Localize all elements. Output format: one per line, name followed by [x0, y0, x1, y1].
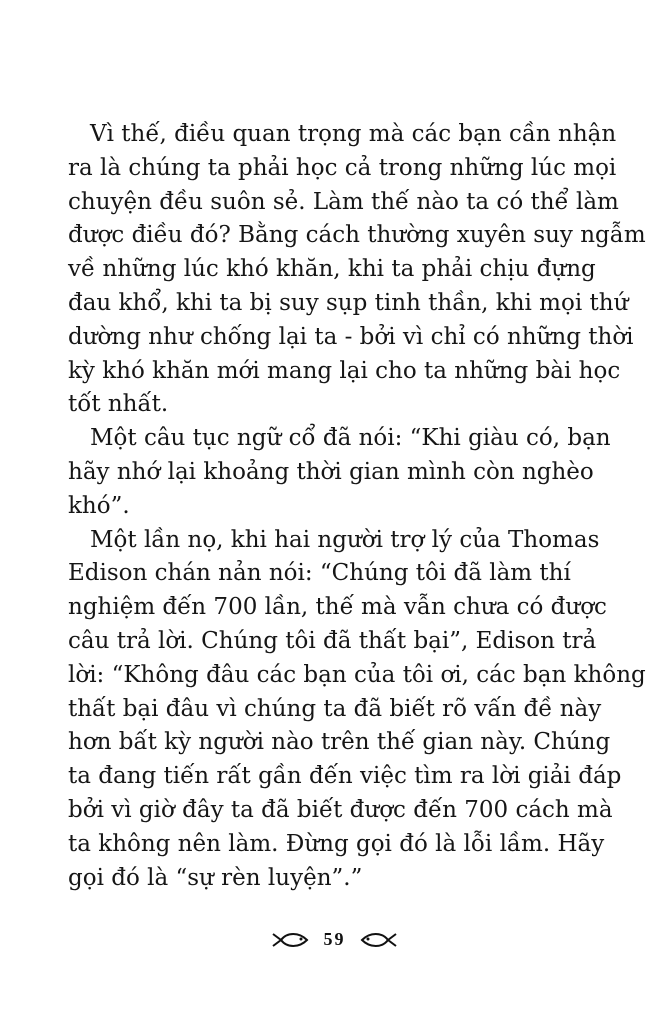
text-line: Edison chán nản nói: “Chúng tôi đã làm thí [68, 560, 571, 587]
text-line: khó”. [68, 492, 130, 519]
text-line: câu trả lời. Chúng tôi đã thất bại”, Edison trả [68, 627, 597, 654]
text-line: về những lúc khó khăn, khi ta phải chịu đựng [68, 256, 596, 283]
text-line: kỳ khó khăn mới mang lại cho ta những bài học [68, 357, 621, 384]
text-line: hơn bất kỳ người nào trên thế gian này. Chúng [68, 729, 611, 756]
fish-ornament-left-icon [271, 930, 311, 950]
text-line: nghiệm đến 700 lần, thế mà vẫn chưa có được [68, 594, 607, 621]
text-line: đau khổ, khi ta bị suy sụp tinh thần, khi mọi thứ [68, 289, 629, 316]
paragraph-1 [68, 118, 646, 422]
fish-ornament-right-icon [358, 930, 398, 950]
page-footer [0, 928, 669, 950]
text-line: Một câu tục ngữ cổ đã nói: “Khi giàu có, bạn [90, 425, 611, 452]
text-line: hãy nhớ lại khoảng thời gian mình còn nghèo [68, 458, 594, 485]
text-line: dường như chống lại ta - bởi vì chỉ có những thời [68, 323, 634, 350]
text-line: Một lần nọ, khi hai người trợ lý của Thomas [90, 526, 600, 553]
text-line: ra là chúng ta phải học cả trong những lúc mọi [68, 154, 617, 181]
page-number: 59 [323, 929, 346, 950]
text-line: tốt nhất. [68, 391, 169, 418]
paragraph-2 [68, 422, 611, 523]
text-line: được điều đó? Bằng cách thường xuyên suy ngẫm [68, 222, 646, 249]
text-line: Vì thế, điều quan trọng mà các bạn cần nhận [90, 121, 617, 147]
body-text [68, 118, 646, 895]
text-line: ta đang tiến rất gần đến việc tìm ra lời giải đáp [68, 763, 622, 790]
text-line: bởi vì giờ đây ta đã biết được đến 700 cách mà [68, 796, 613, 823]
text-line: thất bại đâu vì chúng ta đã biết rõ vấn đề này [68, 695, 602, 722]
paragraph-3 [68, 524, 646, 896]
text-line: gọi đó là “sự rèn luyện”.” [68, 864, 363, 891]
text-line: ta không nên làm. Đừng gọi đó là lỗi lầm. Hãy [68, 830, 605, 857]
text-line: chuyện đều suôn sẻ. Làm thế nào ta có thể làm [68, 188, 619, 215]
text-line: lời: “Không đâu các bạn của tôi ơi, các bạn không [68, 661, 646, 688]
